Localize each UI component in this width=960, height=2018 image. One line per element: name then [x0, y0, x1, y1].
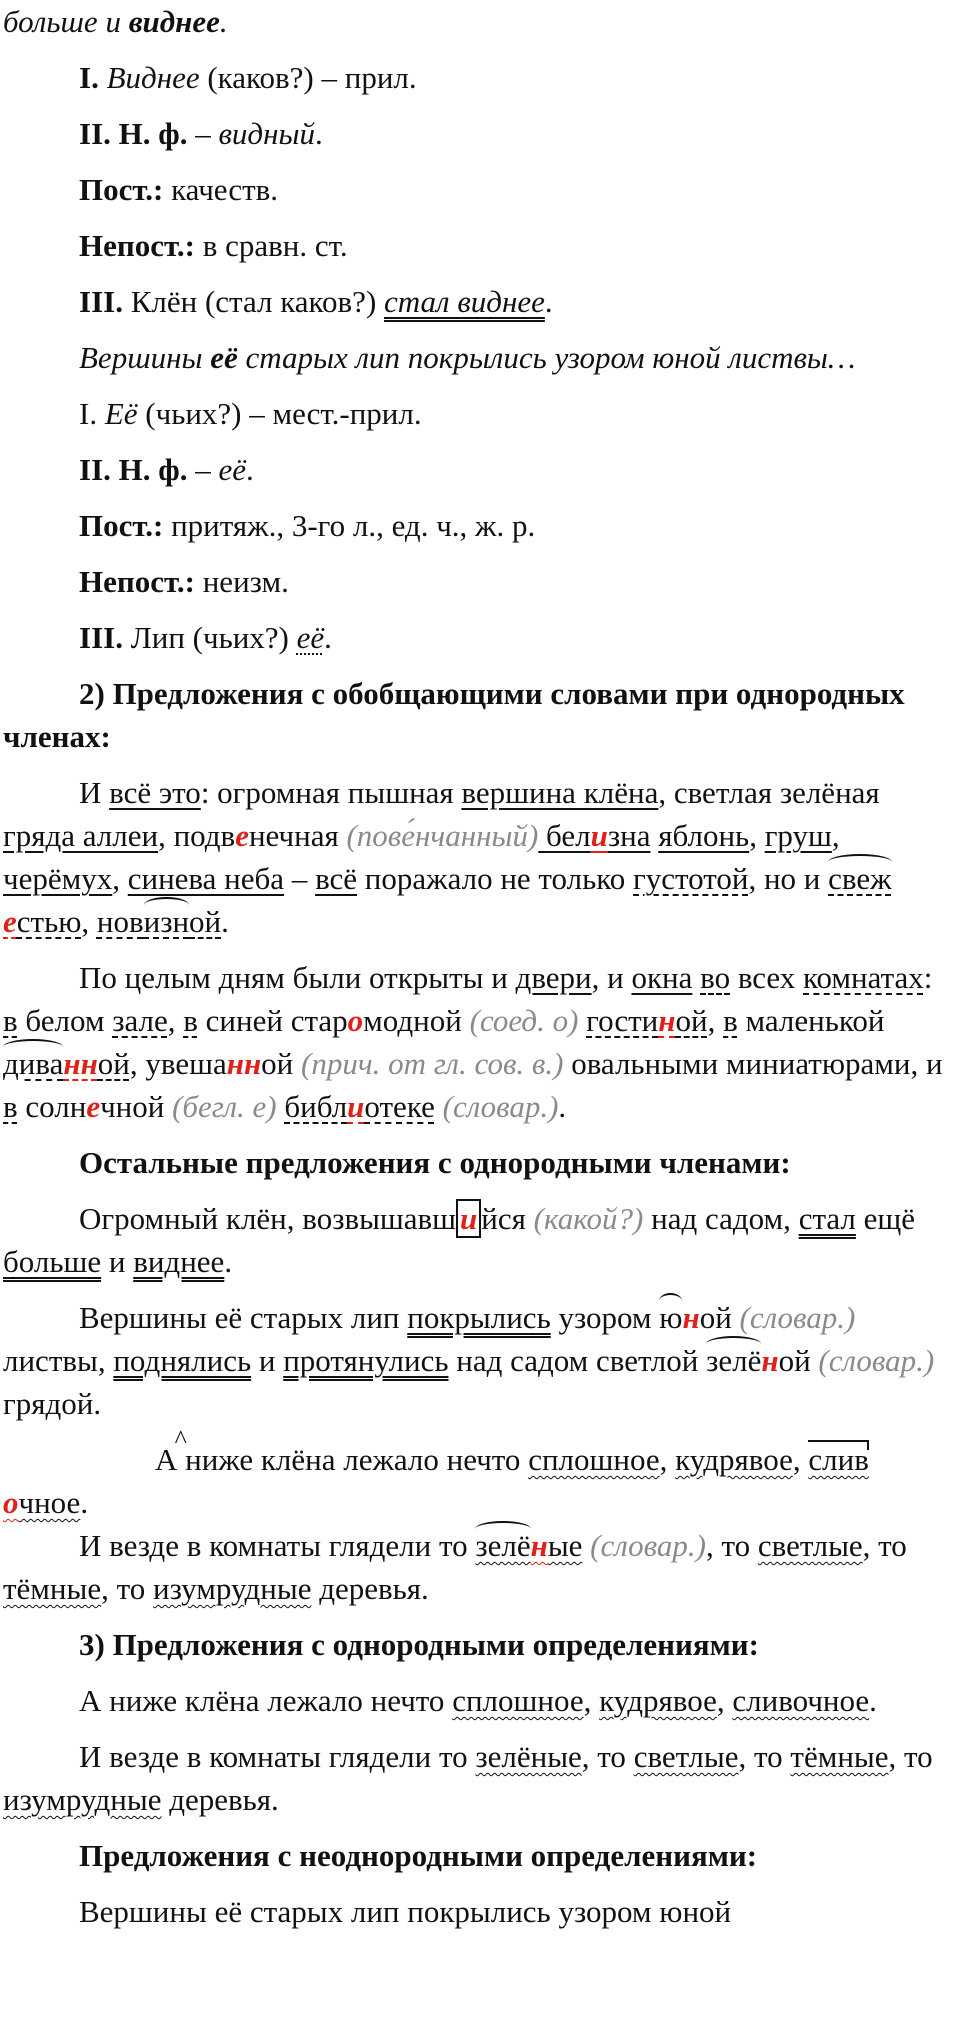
section-heading: Предложения с неоднородными определениями: [79, 1838, 758, 1873]
text-paragraph: И всё это: огромная пышная вершина клёна, светлая зелёная гряда аллеи, подвенечная (пове́нчанный) белизна яблонь, груш, черёмух, синева неба – всё поражало не только густотой, но и свежестью, новизной. [3, 771, 948, 943]
section-heading: 2) Предложения с обобщающими словами при однородных членах: [3, 676, 905, 754]
text-line: Пост.: притяж., 3-го л., ед. ч., ж. р. [79, 508, 536, 543]
text-paragraph: А ниже клёна лежало нечто сплошное, кудрявое, сливочное. [79, 1683, 877, 1718]
text-line: I. Её (чьих?) – мест.-прил. [79, 396, 422, 431]
text-paragraph: И везде в комнаты глядели то зелёные (словар.), то светлые, то тёмные, то изумрудные деревья. [3, 1524, 948, 1610]
text-line: III. Клён (стал каков?) стал виднее. [79, 284, 553, 319]
text-line: Непост.: неизм. [79, 564, 289, 599]
text-line: II. Н. ф. – видный. [79, 116, 323, 151]
section-heading: Остальные предложения с однородными членами: [79, 1145, 791, 1180]
text-paragraph: По целым дням были открыты и двери, и окна во всех комнатах: в белом зале, в синей старомодной (соед. о) гостиной, в маленькой диванной, увешанной (прич. от гл. сов. в.) овальными миниатюрами, и в солнечной (бегл. е) библиотеке (словар.). [3, 960, 943, 1124]
text-line: II. Н. ф. – её. [79, 452, 254, 487]
text-line: больше и виднее. [3, 4, 228, 39]
text-paragraph: Огромный клён, возвышавш и йся (какой?) над садом, стал ещё больше и виднее. [3, 1201, 916, 1279]
section-heading: 3) Предложения с однородными определениями: [79, 1627, 759, 1662]
text-paragraph: Вершины её старых лип покрылись узором юной листвы… [79, 340, 856, 375]
text-paragraph: И везде в комнаты глядели то зелёные, то светлые, то тёмные, то изумрудные деревья. [3, 1739, 933, 1817]
text-line: Непост.: в сравн. ст. [79, 228, 348, 263]
text-paragraph: ^ А ниже клёна лежало нечто сплошное, кудрявое, сливочное. [3, 1438, 948, 1524]
text-paragraph: Вершины её старых лип покрылись узором юной (словар.) листвы, поднялись и протянулись над садом светлой зелёной (словар.) грядой. [3, 1296, 948, 1425]
text-line: Пост.: качеств. [79, 172, 279, 207]
text-paragraph: Вершины её старых лип покрылись узором юной [79, 1894, 732, 1929]
text-line: III. Лип (чьих?) её. [79, 620, 332, 655]
text-line: I. Виднее (каков?) – прил. [79, 60, 417, 95]
